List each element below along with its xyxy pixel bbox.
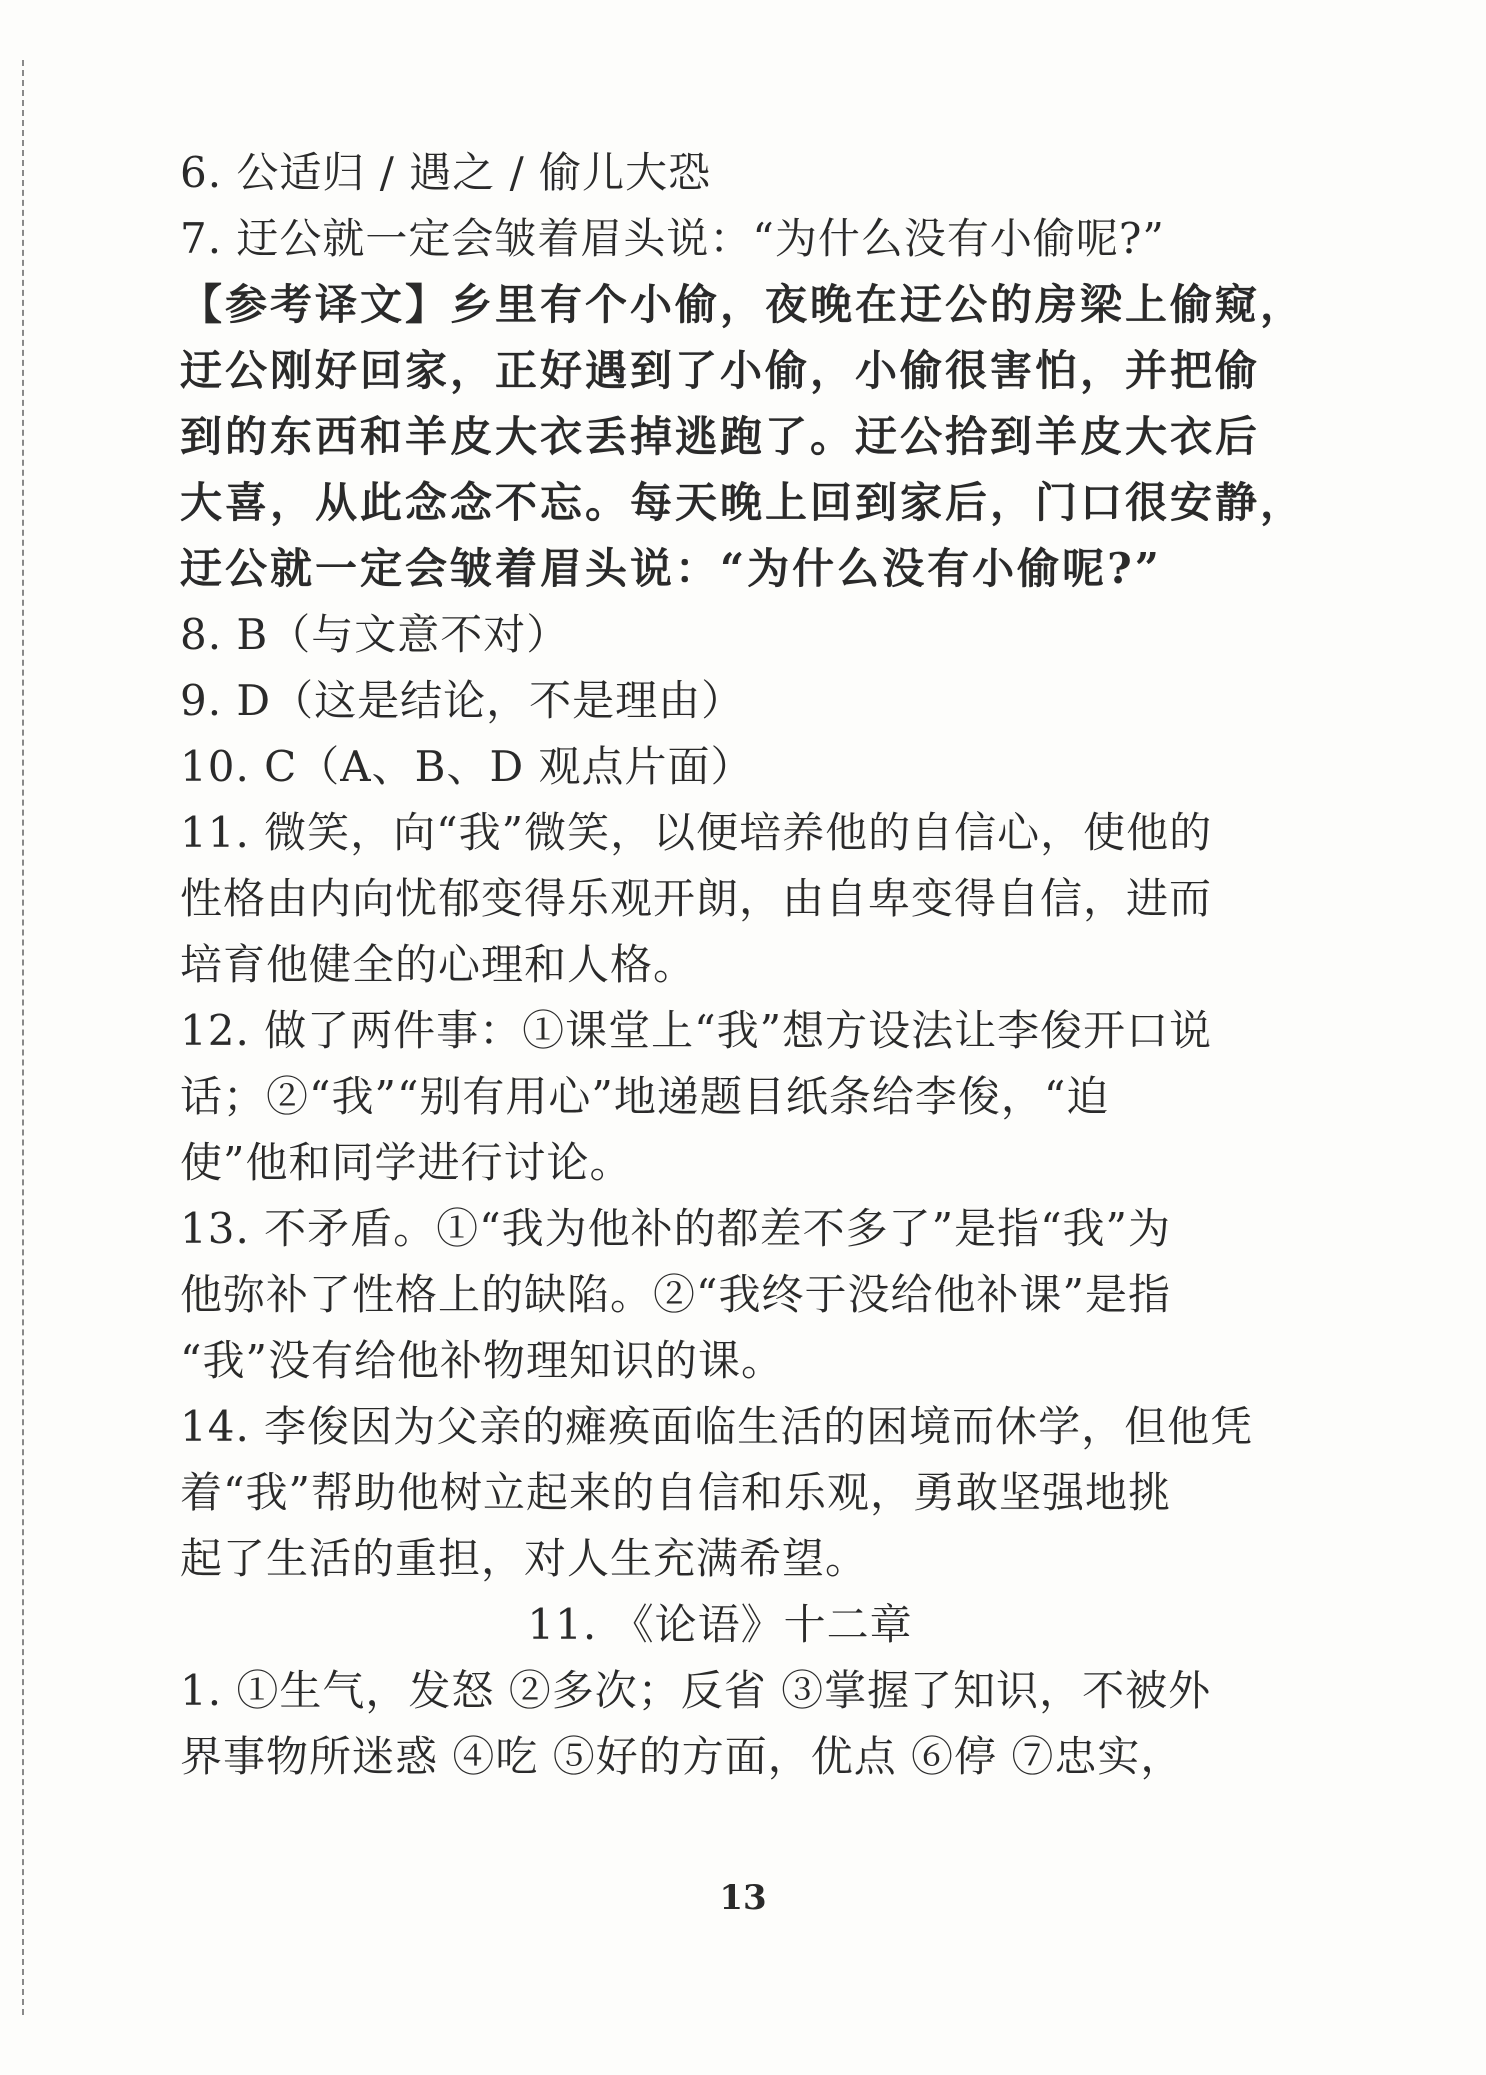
text-line: 话；②“我”“别有用心”地递题目纸条给李俊，“迫 xyxy=(180,1072,1110,1121)
text-line: “我”没有给他补物理知识的课。 xyxy=(180,1336,784,1385)
text-line: 大喜，从此念念不忘。每天晚上回到家后，门口很安静， xyxy=(180,478,1306,527)
answer-item-8 xyxy=(180,602,1260,668)
section-answer-item-1 xyxy=(180,1658,1260,1790)
text-line: 到的东西和羊皮大衣丢掉逃跑了。迂公拾到羊皮大衣后 xyxy=(180,412,1261,461)
answer-item-12 xyxy=(180,998,1260,1196)
text-line: 13. 不矛盾。①“我为他补的都差不多了”是指“我”为 xyxy=(180,1204,1172,1253)
text-line: 12. 做了两件事：①课堂上“我”想方设法让李俊开口说 xyxy=(180,1006,1213,1055)
answer-item-7 xyxy=(180,206,1260,272)
answer-item-14 xyxy=(180,1394,1260,1592)
text-line: 8. B（与文意不对） xyxy=(180,610,570,659)
text-line: 迂公刚好回家，正好遇到了小偷，小偷很害怕，并把偷 xyxy=(180,346,1261,395)
text-line: 培育他健全的心理和人格。 xyxy=(180,940,697,989)
section-title xyxy=(180,1592,1260,1658)
text-line: 着“我”帮助他树立起来的自信和乐观，勇敢坚强地挑 xyxy=(180,1468,1171,1517)
answer-item-10 xyxy=(180,734,1260,800)
section-title-text: 11. 《论语》十二章 xyxy=(527,1600,913,1649)
text-line: 11. 微笑，向“我”微笑，以便培养他的自信心，使他的 xyxy=(180,808,1213,857)
text-line: 起了生活的重担，对人生充满希望。 xyxy=(180,1534,869,1583)
dashed-cut-line xyxy=(22,60,24,2015)
text-line: 迂公就一定会皱着眉头说：“为什么没有小偷呢?” xyxy=(180,544,1162,593)
answer-item-13 xyxy=(180,1196,1260,1394)
text-line: 【参考译文】乡里有个小偷，夜晚在迂公的房梁上偷窥， xyxy=(180,280,1306,329)
answer-item-11 xyxy=(180,800,1260,998)
answer-item-6 xyxy=(180,140,1260,206)
answer-item-9 xyxy=(180,668,1260,734)
text-line: 性格由内向忧郁变得乐观开朗，由自卑变得自信，进而 xyxy=(180,874,1213,923)
text-line: 使”他和同学进行讨论。 xyxy=(180,1138,633,1187)
text-line: 9. D（这是结论，不是理由） xyxy=(180,676,745,725)
text-line: 界事物所迷惑 ④吃 ⑤好的方面，优点 ⑥停 ⑦忠实， xyxy=(180,1732,1184,1781)
page-number: 13 xyxy=(719,1878,767,1918)
reference-translation xyxy=(180,272,1306,602)
text-line: 14. 李俊因为父亲的瘫痪面临生活的困境而休学，但他凭 xyxy=(180,1402,1254,1451)
text-line: 6. 公适归 / 遇之 / 偷儿大恐 xyxy=(180,148,712,197)
text-line: 1. ①生气，发怒 ②多次；反省 ③掌握了知识，不被外 xyxy=(180,1666,1212,1715)
text-line: 他弥补了性格上的缺陷。②“我终于没给他补课”是指 xyxy=(180,1270,1171,1319)
text-line: 10. C（A、B、D 观点片面） xyxy=(180,742,754,791)
text-line: 7. 迂公就一定会皱着眉头说：“为什么没有小偷呢?” xyxy=(180,214,1165,263)
answer-content xyxy=(180,140,1306,1790)
